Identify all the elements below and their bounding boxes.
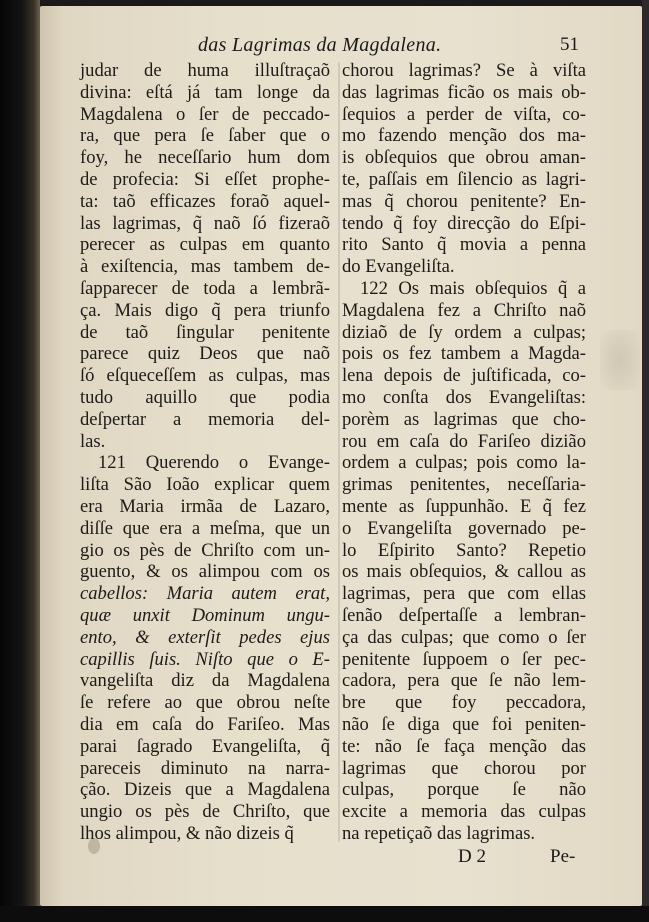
text-line: ungio os pès de Chriſto, que (80, 801, 330, 823)
text-line: das lagrimas ficão os mais ob- (342, 81, 586, 103)
text-line: mo fazendo menção dos ma- (342, 125, 586, 147)
text-line: te: não ſe faça menção das (342, 735, 586, 757)
text-line: tendo q̃ foy direcção do Eſpi- (342, 212, 586, 234)
text-line: lagrimas, pera que com ellas (342, 583, 586, 605)
text-line: do Evangeliſta. (342, 256, 455, 278)
text-line: capillis ſuis. Niſto que o E- (80, 648, 330, 670)
text-line: lena depois de juſtificada, co- (342, 365, 586, 387)
text-line: ſe refere ao que obrou neſte (80, 692, 330, 714)
text-line: lagrimas que chorou por (342, 757, 586, 779)
text-line: perecer as culpas em quanto (80, 234, 330, 256)
signature-mark: D 2 (458, 846, 486, 867)
text-line: mo conſta dos Evangeliſtas: (342, 386, 586, 408)
text-line: ta: taõ efficazes foraõ aquel- (80, 190, 330, 212)
text-line: à exiſtencia, mas tambem de- (80, 256, 330, 278)
text-line: foy, he neceſſario hum dom (80, 147, 330, 169)
text-line: lo Eſpirito Santo? Repetio (342, 539, 586, 561)
text-line: chorou lagrimas? Se à viſta (342, 60, 586, 81)
catchword: Pe- (550, 846, 576, 867)
text-line: porèm as lagrimas que cho- (342, 408, 586, 430)
text-line: las lagrimas, q̃ naõ ſó fizeraõ (80, 212, 330, 234)
text-line: las. (80, 430, 106, 452)
text-line: grimas penitentes, neceſſaria- (342, 474, 586, 496)
text-line: os mais obſequios, & callou as (342, 561, 586, 583)
text-line: vangeliſta diz da Magdalena (80, 670, 330, 692)
text-line: de profecia: Si eſſet prophe- (80, 168, 330, 190)
text-line: rito Santo q̃ movia a penna (342, 234, 586, 256)
text-line: rou em caſa do Fariſeo dizião (342, 430, 586, 452)
text-line: Magdalena fez a Chriſto naõ (342, 299, 586, 321)
text-line: culpas, porque ſe não (342, 779, 586, 801)
text-line: pois os fez tambem a Magda- (342, 343, 586, 365)
text-line: bre que foy peccadora, (342, 692, 586, 714)
text-line: ſapparecer de toda a lembrã- (80, 277, 330, 299)
book-binding-shadow (0, 0, 40, 922)
text-line: diziaõ de ſy ordem a culpas; (342, 321, 586, 343)
text-line: de taõ ſingular penitente (80, 321, 330, 343)
text-line: dia em caſa do Fariſeo. Mas (80, 713, 330, 735)
text-line: is obſequios que obrou aman- (342, 147, 586, 169)
text-line: 121 Querendo o Evange- (98, 452, 330, 474)
text-line: mas q̃ chorou penitente? En- (342, 190, 586, 212)
text-line: gio os pès de Chriſto com un- (80, 539, 330, 561)
text-line: 122 Os mais obſequios q̃ a (360, 277, 586, 299)
text-line: excite a memoria das culpas (342, 801, 586, 823)
text-line: ſequios a perder de viſta, co- (342, 103, 586, 125)
text-line: mente as ſuppunhão. E q̃ fez (342, 495, 586, 517)
page-edge-bottom (0, 906, 649, 922)
text-line: guento, & os alimpou com os (80, 561, 330, 583)
page-header (0, 34, 649, 60)
text-line: ça das culpas; que como o ſer (342, 626, 586, 648)
text-line: ção. Dizeis que a Magdalena (80, 779, 330, 801)
text-line: cabellos: Maria autem erat, (80, 583, 330, 605)
text-line: o Evangeliſta governado pe- (342, 517, 586, 539)
text-line: penitente ſuppoem o ſer pec- (342, 648, 586, 670)
text-line: ſó eſqueceſſem as culpas, mas (80, 365, 330, 387)
text-line: pareceis diminuto na narra- (80, 757, 330, 779)
text-line: deſpertar a memoria del- (80, 408, 330, 430)
text-line: ordem a culpas; pois como la- (342, 452, 586, 474)
text-line: na repetiçaõ das lagrimas. (342, 822, 536, 844)
text-line: liſta São Ioão explicar quem (80, 474, 330, 496)
text-line: parai ſagrado Evangeliſta, q̃ (80, 735, 330, 757)
text-line: ſenão deſpertaſſe a lembran- (342, 604, 586, 626)
text-column-right (342, 60, 586, 845)
text-line: Magdalena o ſer de peccado- (80, 103, 330, 125)
text-line: te, paſſais em ſilencio as lagri- (342, 168, 586, 190)
text-line: cadora, pera que ſe não lem- (342, 670, 586, 692)
text-line: era Maria irmãa de Lazaro, (80, 495, 330, 517)
text-line: ra, que pera ſe ſaber que o (80, 125, 330, 147)
page-footer (0, 846, 649, 870)
text-line: ento, & exterſit pedes ejus (80, 626, 330, 648)
page-edge-right (642, 0, 649, 922)
text-line: parece quiz Deos que naõ (80, 343, 330, 365)
text-line: divina: eſtá já tam longe da (80, 81, 330, 103)
text-line: diſſe que era a meſma, que un (80, 517, 330, 539)
page-number: 51 (560, 34, 579, 55)
text-line: lhos alimpou, & não dizeis q̃ (80, 822, 294, 844)
text-line: quæ unxit Dominum ungu- (80, 604, 330, 626)
text-column-left (80, 60, 330, 845)
column-gutter (338, 62, 340, 842)
text-line: judar de huma illuſtraçaõ (80, 60, 330, 81)
text-line: não ſe diga que foi peniten- (342, 713, 586, 735)
text-line: tudo aquillo que podia (80, 386, 330, 408)
ink-bleed-through (600, 330, 640, 390)
text-line: ça. Mais digo q̃ pera triunfo (80, 299, 330, 321)
running-head: das Lagrimas da Magdalena. (198, 34, 442, 56)
